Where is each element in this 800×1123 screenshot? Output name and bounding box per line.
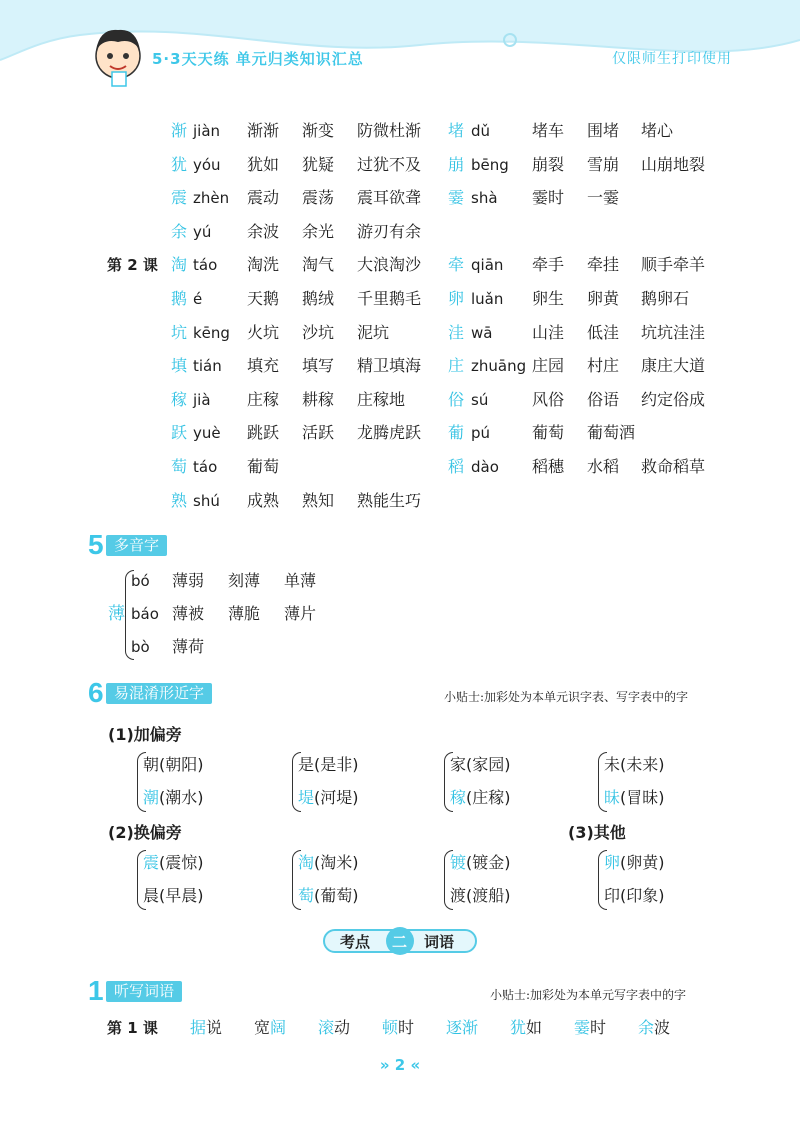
- pair-line: [450, 748, 511, 781]
- table-char: 犹: [171, 154, 188, 174]
- table-char: 淘: [171, 255, 188, 275]
- table-char: 余: [171, 221, 188, 241]
- table-word: 耕稼: [302, 389, 335, 409]
- pair-line: [604, 879, 665, 912]
- pair-line: [298, 748, 359, 781]
- sub-heading-2: (2)换偏旁: [108, 823, 182, 842]
- topic-banner: [322, 926, 478, 956]
- table-pinyin: táo: [193, 256, 218, 275]
- pair-char: 昧: [604, 788, 621, 807]
- pair-char: 镀: [450, 853, 467, 872]
- table-char: 俗: [448, 389, 465, 409]
- pair-char: 稼: [450, 788, 467, 807]
- pair-line: [298, 781, 359, 814]
- pair-word: (未来): [620, 755, 665, 774]
- pair-word: (葡萄): [314, 886, 359, 905]
- lesson-1-label: 第 1 课: [107, 1019, 158, 1037]
- dictation-char: 逐: [446, 1018, 463, 1037]
- page-header: [0, 0, 800, 95]
- dictation-char: 阔: [270, 1018, 287, 1037]
- pair-word: (朝阳): [159, 755, 204, 774]
- pair-word: (印象): [620, 886, 665, 905]
- table-word: 崩裂: [532, 154, 565, 174]
- section-6-title: 易混淆形近字: [106, 683, 212, 704]
- table-char: 渐: [171, 121, 188, 140]
- table-pinyin: wā: [471, 323, 493, 342]
- table-word: 鹅卵石: [641, 289, 690, 308]
- table-word: 堵心: [641, 121, 674, 140]
- polyphone-word: 薄荷: [172, 637, 205, 656]
- table-word: 山洼: [532, 322, 565, 342]
- table-word: 牵挂: [587, 255, 620, 275]
- pair-word: (早晨): [159, 886, 204, 905]
- table-word: 卵黄: [587, 289, 620, 308]
- table-word: 震动: [247, 188, 280, 208]
- polyphone-char: 薄: [108, 604, 125, 624]
- section-6-number: 6: [88, 677, 104, 708]
- page-number-value: 2: [394, 1056, 406, 1074]
- dictation-word: [638, 1015, 670, 1041]
- boy-mascot-icon: [88, 20, 148, 90]
- table-word: 庄园: [532, 356, 565, 376]
- banner-circle: 二: [392, 933, 408, 951]
- sub-heading-1: (1)加偏旁: [108, 725, 182, 744]
- pair-line: [298, 879, 359, 912]
- table-pinyin: tián: [193, 357, 222, 376]
- header-note: 仅限师生打印使用: [612, 51, 732, 67]
- dictation-char: 波: [654, 1018, 671, 1037]
- sub-heading-3: (3)其他: [568, 823, 626, 842]
- table-char: 鹅: [171, 289, 188, 308]
- pair-word: (镀金): [466, 853, 511, 872]
- table-word: 水稻: [587, 457, 620, 476]
- table-pinyin: pú: [471, 424, 491, 443]
- table-word: 震荡: [302, 188, 335, 208]
- table-char: 庄: [448, 356, 465, 376]
- dictation-char: 说: [206, 1018, 223, 1037]
- table-word: 围堵: [587, 121, 620, 140]
- table-pinyin: yú: [193, 222, 212, 241]
- table-word: 庄稼: [247, 389, 280, 409]
- table-char: 稻: [448, 457, 465, 476]
- table-word: 低洼: [587, 322, 620, 342]
- pair-line: [450, 781, 511, 814]
- polyphone-word: 薄被: [172, 604, 205, 623]
- table-char: 稼: [171, 389, 188, 409]
- section-1-number: 1: [88, 975, 104, 1006]
- table-pinyin: dǔ: [471, 122, 491, 140]
- table-pinyin: qiān: [471, 256, 504, 275]
- table-pinyin: sú: [471, 390, 489, 409]
- polyphone-pinyin: bó: [131, 572, 150, 590]
- table-pinyin: jià: [193, 390, 211, 409]
- table-word: 余波: [247, 221, 280, 241]
- table-char: 崩: [448, 154, 465, 174]
- table-word: 葡萄: [532, 423, 565, 443]
- table-word: 顺手牵羊: [641, 255, 706, 275]
- table-word: 庄稼地: [357, 389, 406, 409]
- dictation-char: 动: [334, 1018, 351, 1037]
- section-1-tip: 小贴士:加彩处为本单元写字表中的字: [490, 988, 687, 1002]
- dictation-word: [254, 1015, 286, 1041]
- table-word: 防微杜渐: [357, 121, 422, 140]
- table-word: 大浪淘沙: [357, 255, 422, 275]
- table-word: 霎时: [532, 188, 565, 208]
- table-word: 淘洗: [247, 255, 280, 275]
- pair-char: 朝: [143, 755, 160, 774]
- pair-char: 家: [450, 755, 467, 774]
- dictation-word: [318, 1015, 350, 1041]
- pair-char: 渡: [450, 886, 467, 905]
- table-pinyin: zhuāng: [471, 357, 527, 376]
- table-word: 堵车: [532, 121, 565, 140]
- pair-line: [143, 879, 204, 912]
- table-char: 葡: [448, 423, 465, 443]
- dictation-char: 霎: [574, 1018, 591, 1037]
- table-word: 泥坑: [357, 322, 390, 342]
- pair-word: (河堤): [314, 788, 359, 807]
- table-word: 约定俗成: [641, 389, 706, 409]
- table-pinyin: yuè: [193, 424, 221, 443]
- section-6-tip: 小贴士:加彩处为本单元识字表、写字表中的字: [444, 690, 689, 704]
- table-word: 过犹不及: [357, 154, 422, 174]
- table-word: 一霎: [587, 188, 620, 208]
- flower-icon: [500, 30, 520, 50]
- table-word: 雪崩: [587, 154, 620, 174]
- pair-char: 潮: [143, 788, 160, 807]
- table-word: 犹如: [247, 154, 280, 174]
- pair-word: (是非): [314, 755, 359, 774]
- polyphone-word: 薄弱: [172, 571, 205, 590]
- table-word: 熟能生巧: [357, 490, 422, 510]
- pair-line: [604, 781, 665, 814]
- pair-line: [604, 846, 665, 879]
- pair-line: [143, 846, 204, 879]
- table-word: 村庄: [587, 356, 620, 376]
- table-word: 鹅绒: [302, 289, 335, 308]
- pair-word: (淘米): [314, 853, 359, 872]
- pair-char: 震: [143, 853, 160, 872]
- table-char: 萄: [171, 457, 188, 476]
- table-char: 填: [171, 356, 188, 376]
- table-word: 葡萄酒: [587, 423, 636, 443]
- table-word: 救命稻草: [641, 457, 706, 476]
- table-char: 熟: [171, 490, 188, 510]
- dictation-word: [510, 1015, 542, 1041]
- table-word: 渐渐: [247, 121, 280, 140]
- table-char: 洼: [448, 322, 465, 342]
- pair-line: [143, 781, 204, 814]
- table-word: 火坑: [247, 322, 280, 342]
- header-title: 5·3天天练 单元归类知识汇总: [152, 50, 364, 68]
- table-pinyin: kēng: [193, 323, 230, 342]
- table-word: 稻穗: [532, 457, 565, 476]
- pair-line: [450, 846, 511, 879]
- table-word: 山崩地裂: [641, 154, 706, 174]
- pair-line: [604, 748, 665, 781]
- pair-line: [298, 846, 359, 879]
- table-word: 龙腾虎跃: [357, 423, 422, 443]
- table-pinyin: shú: [193, 491, 220, 510]
- table-pinyin: luǎn: [471, 290, 504, 308]
- polyphone-pinyin: báo: [131, 605, 159, 623]
- polyphone-word: 薄片: [284, 604, 317, 623]
- pair-char: 印: [604, 886, 621, 905]
- pair-word: (潮水): [159, 788, 204, 807]
- pair-word: (震惊): [159, 853, 204, 872]
- table-word: 熟知: [302, 490, 335, 510]
- dictation-char: 时: [590, 1018, 607, 1037]
- dictation-word: [382, 1015, 414, 1041]
- table-char: 跃: [171, 423, 188, 443]
- table-word: 跳跃: [247, 423, 280, 443]
- polyphone-word: 单薄: [284, 571, 317, 590]
- table-word: 犹疑: [302, 154, 335, 174]
- pair-char: 堤: [298, 788, 315, 807]
- table-word: 康庄大道: [641, 356, 706, 376]
- table-pinyin: zhèn: [193, 189, 230, 208]
- polyphone-word: 刻薄: [228, 571, 261, 590]
- dictation-char: 宽: [254, 1018, 271, 1037]
- table-word: 沙坑: [302, 322, 335, 342]
- pair-word: (卵黄): [620, 853, 665, 872]
- banner-left: 考点: [340, 933, 371, 951]
- polyphone-word: 薄脆: [228, 604, 261, 623]
- pair-char: 卵: [604, 853, 621, 872]
- table-word: 填充: [247, 356, 280, 376]
- dictation-char: 渐: [462, 1018, 479, 1037]
- table-word: 千里鹅毛: [357, 289, 422, 308]
- table-word: 葡萄: [247, 457, 280, 476]
- table-word: 坑坑洼洼: [641, 322, 706, 342]
- table-word: 精卫填海: [357, 356, 422, 376]
- dictation-word: [574, 1015, 606, 1041]
- table-word: 余光: [302, 221, 335, 241]
- section-5-title: 多音字: [106, 535, 167, 556]
- dictation-char: 如: [526, 1018, 543, 1037]
- dictation-char: 犹: [510, 1018, 527, 1037]
- lesson-2-label: 第 2 课: [107, 256, 158, 274]
- dictation-char: 余: [638, 1018, 655, 1037]
- pair-word: (渡船): [466, 886, 511, 905]
- table-char: 霎: [448, 188, 465, 208]
- dictation-char: 时: [398, 1018, 415, 1037]
- pair-line: [143, 748, 204, 781]
- pair-char: 淘: [298, 853, 315, 872]
- dictation-char: 顿: [382, 1018, 399, 1037]
- table-pinyin: é: [193, 290, 203, 308]
- pair-word: (家园): [466, 755, 511, 774]
- pair-char: 萄: [298, 886, 315, 905]
- table-pinyin: yóu: [193, 155, 221, 174]
- table-word: 震耳欲聋: [357, 188, 422, 208]
- dictation-word: [190, 1015, 222, 1041]
- pair-line: [450, 879, 511, 912]
- table-word: 成熟: [247, 490, 280, 510]
- banner-right: 词语: [424, 933, 455, 951]
- table-word: 俗语: [587, 389, 620, 409]
- pair-char: 是: [298, 755, 315, 774]
- dictation-char: 据: [190, 1018, 207, 1037]
- table-word: 牵手: [532, 255, 565, 275]
- table-word: 淘气: [302, 255, 335, 275]
- table-pinyin: shà: [471, 189, 498, 208]
- table-pinyin: bēng: [471, 155, 509, 174]
- section-1-title: 听写词语: [106, 981, 182, 1002]
- polyphone-pinyin: bò: [131, 638, 150, 656]
- table-pinyin: dào: [471, 458, 499, 476]
- table-pinyin: táo: [193, 458, 218, 476]
- table-char: 卵: [448, 289, 465, 308]
- table-word: 天鹅: [247, 289, 280, 308]
- table-word: 渐变: [302, 121, 335, 140]
- pair-word: (庄稼): [466, 788, 511, 807]
- table-word: 活跃: [302, 423, 335, 443]
- dictation-char: 滚: [318, 1018, 335, 1037]
- pair-char: 晨: [143, 886, 160, 905]
- dictation-word: [446, 1015, 478, 1041]
- table-char: 震: [171, 188, 188, 208]
- table-char: 牵: [448, 255, 465, 275]
- page-number: » 2 «: [379, 1056, 421, 1074]
- table-word: 卵生: [532, 289, 565, 308]
- table-word: 填写: [302, 356, 335, 376]
- table-char: 坑: [171, 322, 188, 342]
- table-pinyin: jiàn: [193, 122, 221, 140]
- pair-word: (冒昧): [620, 788, 665, 807]
- pair-char: 未: [604, 755, 621, 774]
- table-word: 风俗: [532, 389, 565, 409]
- table-word: 游刃有余: [357, 221, 422, 241]
- table-char: 堵: [448, 121, 465, 140]
- section-5-number: 5: [88, 529, 104, 560]
